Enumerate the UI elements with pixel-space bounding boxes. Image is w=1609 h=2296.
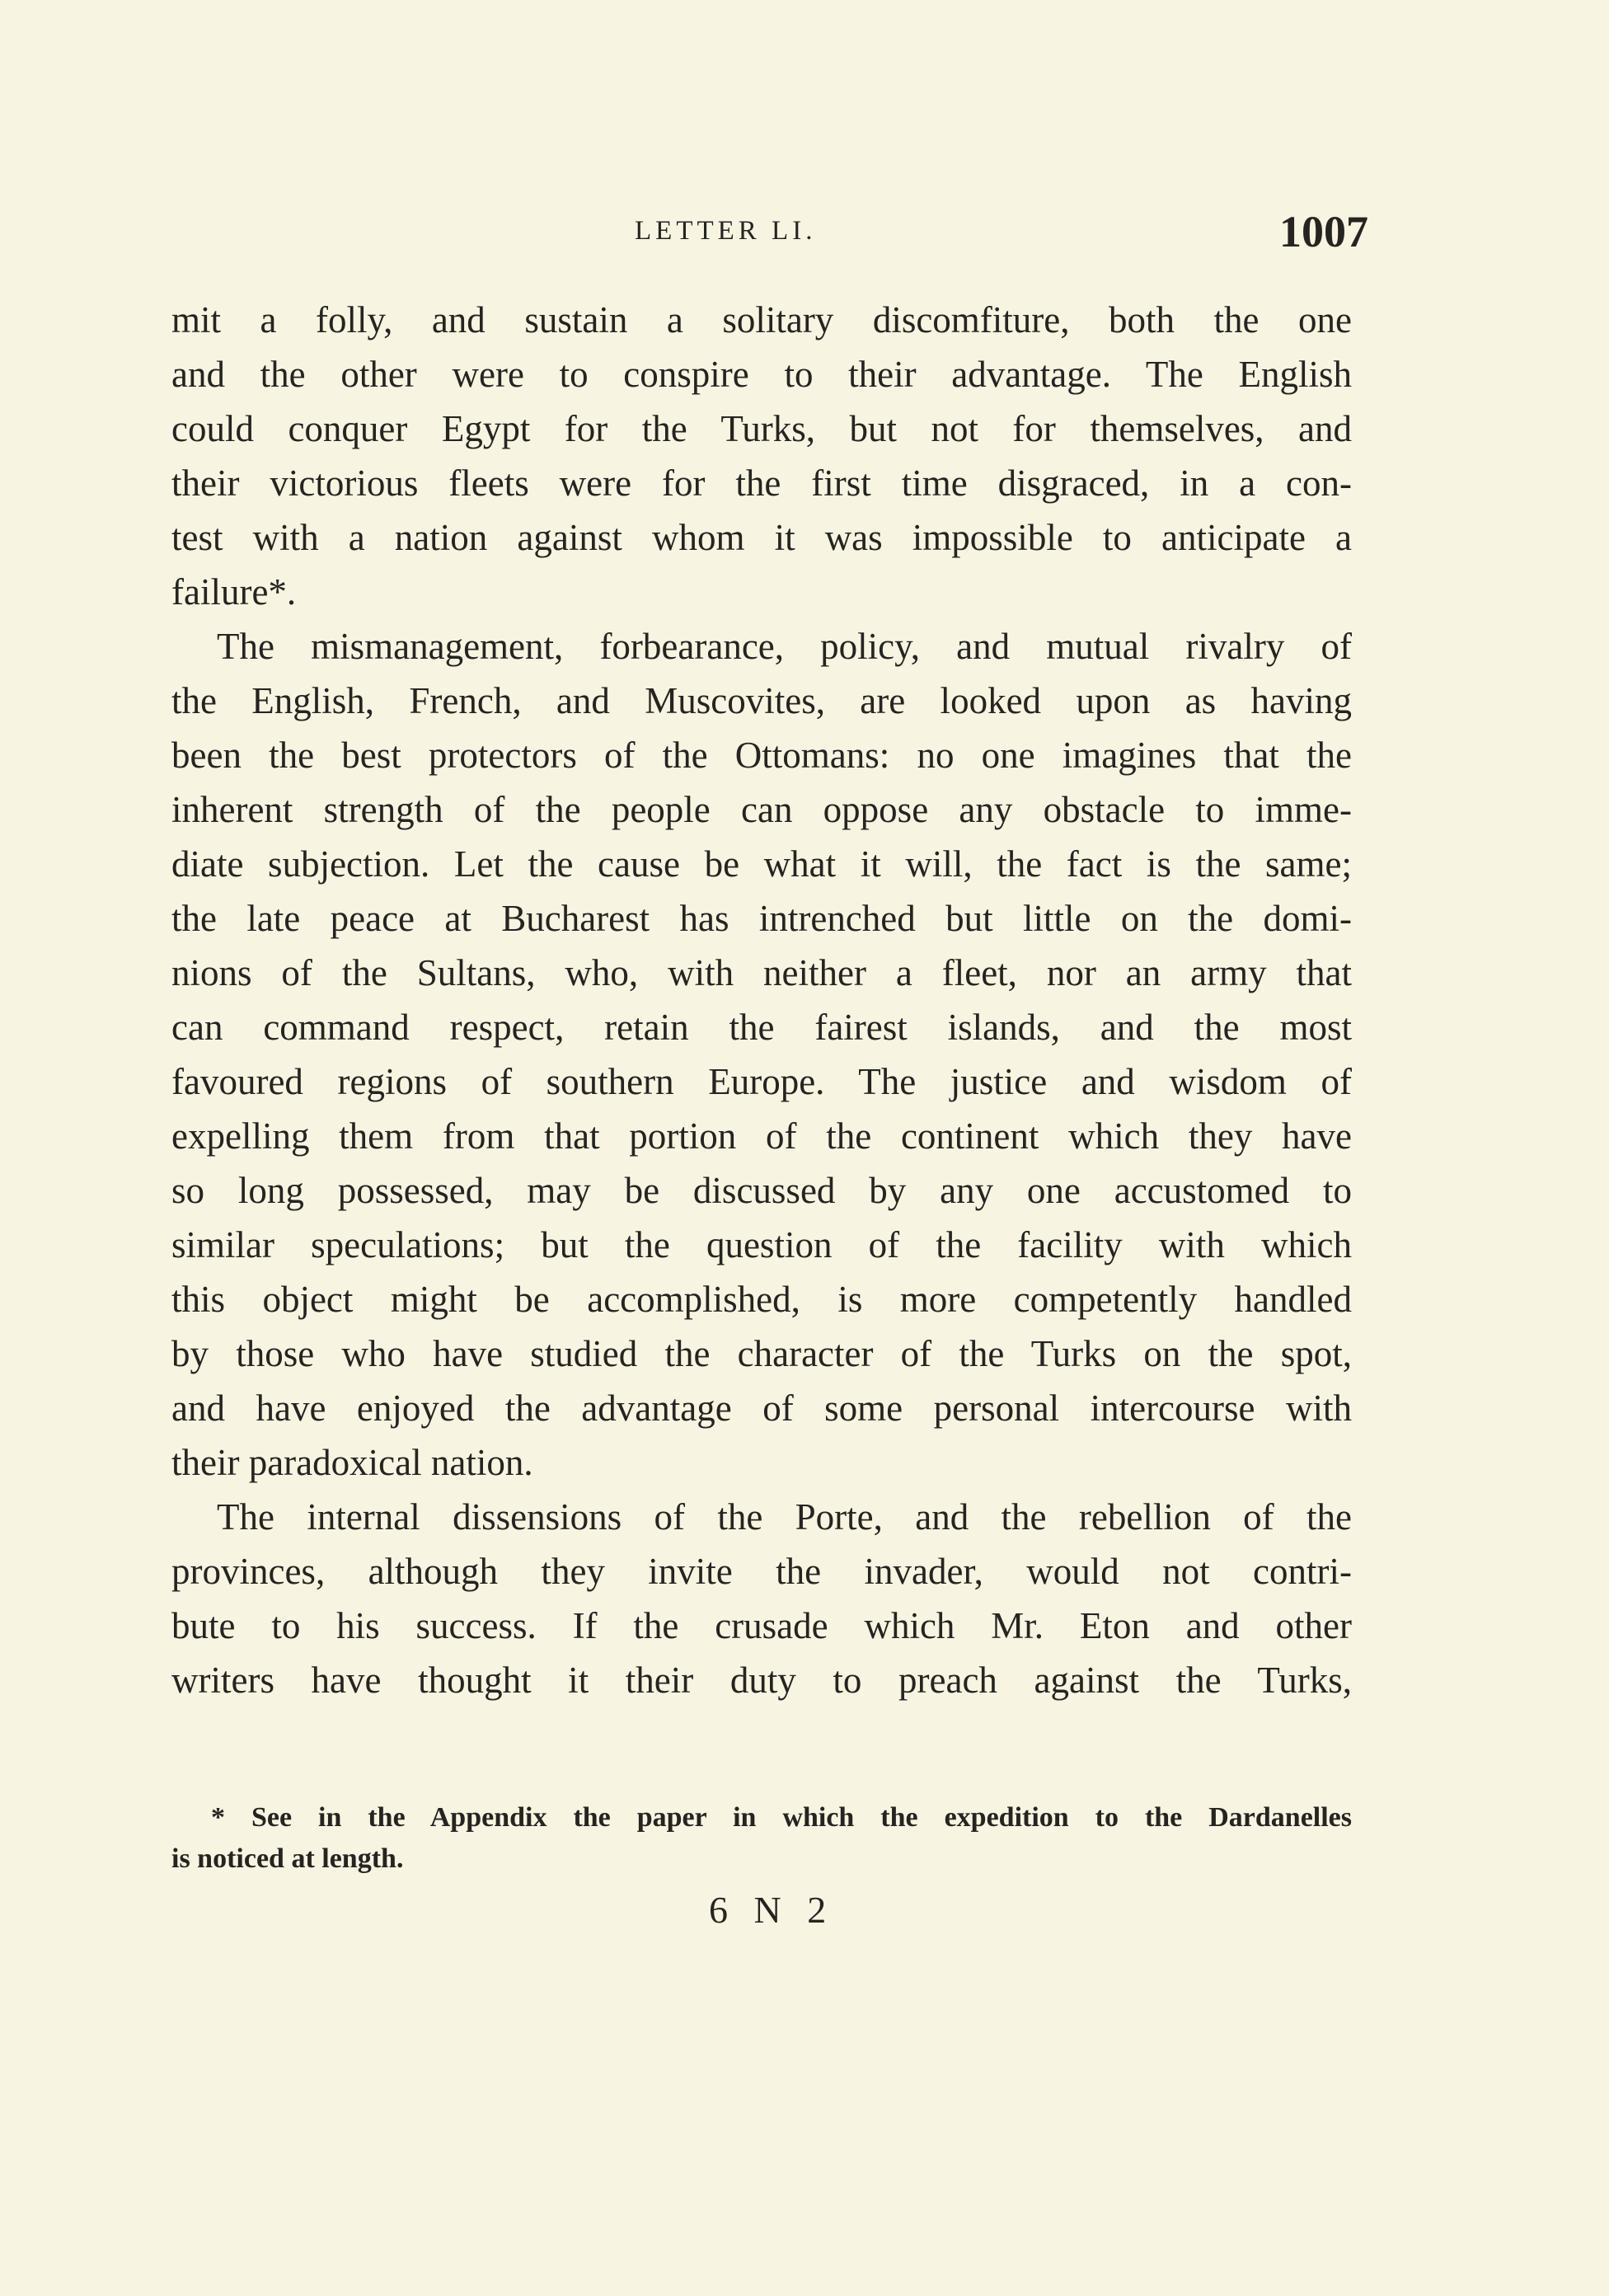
text-line: and have enjoyed the advantage of some personal intercourse with [171, 1387, 1352, 1429]
text-line: their victorious fleets were for the first time disgraced, in a con- [171, 462, 1352, 504]
footnote-line: * See in the Appendix the paper in which the expedition to the Dardanelles [211, 1802, 1352, 1833]
text-line: and the other were to conspire to their advantage. The English [171, 354, 1352, 395]
text-line: bute to his success. If the crusade which Mr. Eton and other [171, 1605, 1352, 1646]
running-head [165, 206, 1368, 264]
text-line: the English, French, and Muscovites, are looked upon as having [171, 680, 1352, 721]
text-line: the late peace at Bucharest has intrenched but little on the domi- [171, 898, 1352, 939]
text-line: writers have thought it their duty to preach against the Turks, [171, 1660, 1352, 1701]
footnote [171, 1797, 1352, 1880]
body-text [171, 293, 1352, 1707]
text-line: so long possessed, may be discussed by any one accustomed to [171, 1170, 1352, 1211]
signature-mark: 6 N 2 [709, 1889, 835, 1931]
text-line: been the best protectors of the Ottomans: no one imagines that the [171, 735, 1352, 776]
text-line: by those who have studied the character of the Turks on the spot, [171, 1333, 1352, 1374]
page-number: 1007 [1279, 207, 1368, 256]
text-line: favoured regions of southern Europe. The justice and wisdom of [171, 1061, 1352, 1102]
footnote-line: is noticed at length. [171, 1843, 404, 1874]
text-line: could conquer Egypt for the Turks, but not for themselves, and [171, 408, 1352, 449]
text-line: diate subjection. Let the cause be what it will, the fact is the same; [171, 843, 1352, 885]
text-line: inherent strength of the people can oppose any obstacle to imme- [171, 789, 1352, 830]
text-line: The internal dissensions of the Porte, and the rebellion of the [217, 1496, 1352, 1538]
text-line: expelling them from that portion of the continent which they have [171, 1115, 1352, 1157]
text-line: their paradoxical nation. [171, 1442, 533, 1483]
text-line: nions of the Sultans, who, with neither a fleet, nor an army that [171, 952, 1352, 993]
text-line: mit a folly, and sustain a solitary discomfiture, both the one [171, 299, 1352, 340]
text-line: can command respect, retain the fairest islands, and the most [171, 1007, 1352, 1048]
text-line: The mismanagement, forbearance, policy, and mutual rivalry of [217, 626, 1352, 667]
text-line: test with a nation against whom it was impossible to anticipate a [171, 517, 1352, 558]
text-line: provinces, although they invite the invader, would not contri- [171, 1551, 1352, 1592]
running-title: LETTER LI. [635, 216, 817, 246]
text-line: failure*. [171, 571, 297, 613]
text-line: this object might be accomplished, is more competently handled [171, 1279, 1352, 1320]
text-line: similar speculations; but the question of the facility with which [171, 1224, 1352, 1265]
